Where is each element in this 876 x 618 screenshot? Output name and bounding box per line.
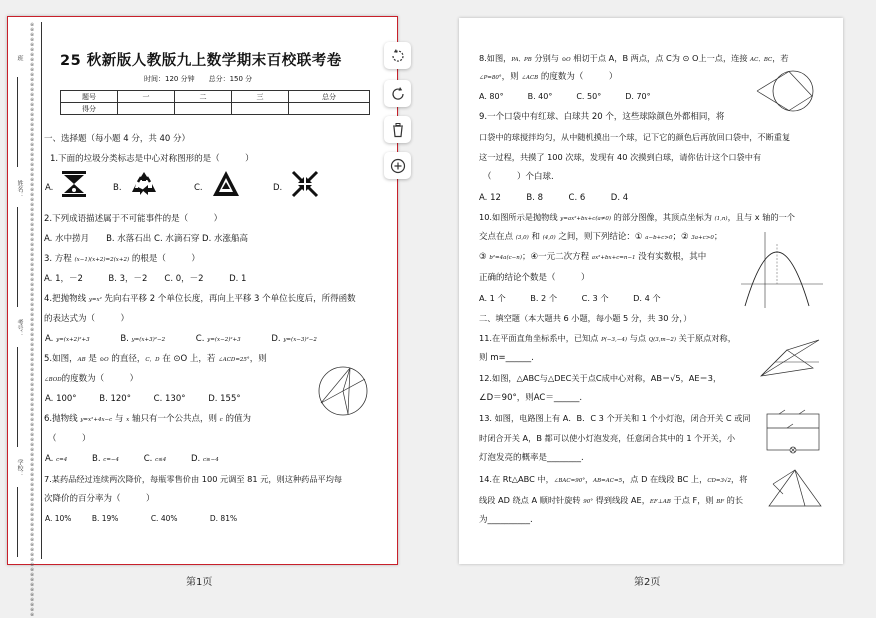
question-3: 3. 方程 (x−1)(x+2)=2(x+2) 的根是（ ） (44, 254, 200, 264)
q8-angle: ∠P=80° (479, 75, 502, 81)
q7-option-a: A. 10% (45, 514, 72, 523)
q6-option-d-label: D. (190, 454, 201, 464)
score-cell: 总分 (289, 91, 370, 103)
q2-options[interactable]: A. 水中捞月 B. 水落石出 C. 水滴石穿 D. 水涨船高 (44, 234, 248, 244)
q11-point-p: P(−3,−4) (601, 337, 628, 343)
score-cell[interactable] (289, 103, 370, 115)
question-7-cont: 次降价的百分率为（ ） (44, 494, 155, 504)
rotate-left-button[interactable] (384, 42, 411, 69)
question-4: 4.把抛物线 y=x² 先向右平移 2 个单位长度，再向上平移 3 个单位长度后，所得函数 (44, 294, 356, 304)
q7-option-d: D. 81% (209, 514, 238, 523)
rotate-right-button[interactable] (384, 80, 411, 107)
question-4-cont: 的表达式为（ ） (44, 314, 130, 324)
q14-ef: EF⊥AB (649, 499, 671, 505)
score-cell: 得分 (61, 103, 118, 115)
question-13-cont: 灯泡发亮的概率是________. (479, 453, 584, 463)
question-8: 8.如图，PA、PB 分别与 ⊙O 相切于点 A，B 两点，点 C为 ⊙ O上一点，连接 AC、BC，若 (479, 53, 789, 63)
q6-options[interactable] (45, 453, 219, 466)
q7-options[interactable] (45, 513, 237, 525)
q5-options[interactable] (45, 393, 241, 405)
converging-arrows-icon (291, 170, 319, 198)
question-10: 10.如图所示是抛物线 y=ax²+bx+c(a≠0) 的部分图像，其顶点坐标为 (1,n)，且与 x 轴的一个 (479, 212, 795, 222)
q6-option-d: c≥−4 (202, 457, 219, 463)
q4-option-c: y=(x−2)²+3 (207, 337, 241, 343)
q6-c: c (219, 417, 223, 423)
question-14: 14.在 Rt△ABC 中，∠BAC=90°，AB=AC=5，点 D 在线段 BC 上，CD=3√2，将 (479, 474, 748, 484)
q5-ab: AB (77, 357, 86, 363)
add-button[interactable] (384, 152, 411, 179)
page-2-label: 第2页 (634, 577, 661, 588)
rotate-right-icon (390, 86, 406, 102)
q5-bod: ∠BOD (44, 377, 62, 383)
q5-option-b: B. 120° (99, 394, 131, 404)
binding-number-label: 考号： (16, 319, 23, 337)
question-7: 7.某药品经过连续两次降价，每瓶零售价由 100 元调至 81 元，则这种药品平均每 (44, 474, 343, 484)
q14-rotation: 90° (583, 499, 593, 505)
page-1-label: 第1页 (186, 577, 213, 588)
q4-option-d: y=(x−3)²−2 (283, 337, 317, 343)
binding-name-label: 姓名： (16, 180, 23, 198)
q6-option-b-label: B. (91, 454, 101, 464)
question-9: 9.一个口袋中有红球、白球共 20 个，这些球除颜色外都相同，将 (479, 112, 725, 122)
recycle-icon (130, 170, 158, 198)
q10-conclusion-3: b²=4a(c−n) (489, 255, 522, 261)
time-info: 时间：120 分钟 总分：150 分 (144, 75, 253, 83)
q5-option-c: C. 130° (153, 394, 186, 404)
q5-circle: ⊙O (99, 357, 109, 363)
question-9-cont: （ ）个白球. (483, 172, 554, 182)
q6-option-a-label: A. (45, 454, 54, 464)
score-cell[interactable] (175, 103, 232, 115)
q4-option-d-label: D. (271, 334, 281, 344)
q10-conclusion-4: ax²+bx+c=n−1 (591, 255, 636, 261)
circuit-figure-q13 (761, 408, 825, 456)
plus-circle-icon (390, 158, 406, 174)
q8-options[interactable]: A. 80° B. 40° C. 50° D. 70° (479, 92, 651, 101)
q9-options[interactable]: A. 12 B. 8 C. 6 D. 4 (479, 193, 629, 203)
question-6: 6.抛物线 y=x²+4x−c 与 x 轴只有一个公共点，则 c 的值为 (44, 414, 251, 424)
q6-option-a: c=4 (56, 457, 68, 463)
binding-school-label: 学校： (16, 459, 23, 477)
q10-point-1: (3,0) (515, 235, 529, 241)
question-1: 1.下面的垃圾分类标志是中心对称图形的是（ ） (50, 154, 254, 164)
question-10-cont: 正确的结论个数是（ ） (479, 273, 590, 283)
triangle-arrows-icon (212, 170, 240, 198)
q1-option-d[interactable]: D. (273, 183, 283, 193)
binding-line (41, 22, 42, 559)
q1-option-b[interactable]: B. (113, 183, 122, 193)
section-2-heading: 二、填空题（本大题共 6 小题，每小题 5 分，共 30 分，） (479, 313, 692, 323)
hourglass-trash-icon (60, 170, 88, 198)
q6-function: y=x²+4x−c (80, 417, 113, 423)
score-cell: 一 (118, 91, 175, 103)
q8-acb: ∠ACB (521, 75, 539, 81)
score-cell[interactable] (232, 103, 289, 115)
question-5-cont: ∠BOD的度数为（ ） (44, 374, 139, 384)
question-10-cont: ③ b²=4a(c−n)；④一元二次方程 ax²+bx+c=n−1 没有实数根，其中 (479, 252, 707, 262)
binding-margin (8, 17, 44, 618)
q10-function: y=ax²+bx+c(a≠0) (560, 216, 612, 222)
q7-option-c: C. 40% (150, 514, 178, 523)
q10-point-2: (4,0) (542, 235, 556, 241)
q8-circle: ⊙O (561, 57, 571, 63)
q6-option-c: c≤4 (155, 457, 167, 463)
question-14-cont: 为__________. (479, 515, 533, 525)
q1-option-a[interactable]: A. (45, 183, 54, 193)
score-cell: 二 (175, 91, 232, 103)
binding-underline (17, 77, 18, 167)
question-10-cont: 交点在点 (3,0) 和 (4,0) 之间，则下列结论：① a−b+c>0；② 3a+c>0； (479, 232, 723, 242)
score-cell: 题号 (61, 91, 118, 103)
q4-option-c-label: C. (195, 334, 205, 344)
q8-tangents: PA、PB (511, 57, 532, 63)
q10-vertex: (1,n) (714, 216, 728, 222)
parabola-graph-q10 (737, 228, 825, 312)
rotate-left-icon (390, 48, 406, 64)
question-12-cont: ∠D＝90°，则AC＝______. (479, 393, 583, 403)
question-2: 2.下列成语描述属于不可能事件的是（ ） (44, 214, 223, 224)
page-2[interactable] (459, 18, 843, 564)
q14-ab: AB=AC=5 (593, 478, 623, 484)
q6-option-b: c=−4 (103, 457, 120, 463)
question-6-cont: （ ） (48, 434, 91, 444)
q4-option-a: y=(x+2)²+3 (56, 337, 90, 343)
q6-x-axis: x (126, 417, 130, 423)
binding-class-label: 班 (16, 55, 23, 61)
section-1-heading: 一、选择题（每小题 4 分，共 40 分） (44, 134, 191, 144)
trash-icon (390, 122, 406, 138)
question-11: 11.在平面直角坐标系中，已知点 P(−3,−4) 与点 Q(3,m−2) 关于原点对称， (479, 333, 736, 343)
q14-angle: ∠BAC=90° (553, 478, 585, 484)
q5-option-d: D. 155° (208, 394, 241, 404)
q8-chords: AC、BC (750, 57, 773, 63)
q7-option-b: B. 19% (91, 514, 119, 523)
q3-equation: (x−1)(x+2)=2(x+2) (74, 257, 130, 263)
q14-bf: BF (716, 499, 725, 505)
q14-cd: CD=3√2 (707, 478, 732, 484)
score-cell: 三 (232, 91, 289, 103)
binding-underline (17, 347, 18, 447)
q6-option-c-label: C. (143, 454, 153, 464)
question-5: 5.如图，AB 是 ⊙O 的直径，C，D 在 ⊙O 上，若 ∠ACD=25°，则 (44, 354, 267, 364)
page-title: 25 秋新版人教版九上数学期末百校联考卷 (60, 53, 342, 69)
question-13: 13. 如图，电路图上有 A．B．C 3 个开关和 1 个小灯泡，闭合开关 C 或同 (479, 413, 751, 423)
q5-angle: ∠ACD=25° (218, 357, 250, 363)
q4-option-b: y=(x+3)²−2 (131, 337, 166, 343)
q3-options[interactable]: A. 1，－2 B. 3，－2 C. 0，－2 D. 1 (44, 274, 247, 284)
tangent-figure-q8 (753, 66, 819, 116)
q10-options[interactable]: A. 1 个 B. 2 个 C. 3 个 D. 4 个 (479, 293, 661, 303)
q4-options[interactable] (45, 333, 317, 346)
q10-conclusion-2: 3a+c>0 (691, 235, 714, 241)
q5-cd: C，D (145, 357, 160, 363)
binding-underline (17, 207, 18, 307)
question-13-cont: 时闭合开关 A，B 都可以使小灯泡发亮，任意闭合其中的 1 个开关，小 (479, 433, 736, 443)
delete-button[interactable] (384, 116, 411, 143)
triangle-figure-q14 (765, 466, 825, 514)
q4-option-b-label: B. (120, 334, 129, 344)
q1-option-c[interactable]: C. (194, 183, 203, 193)
binding-underline (17, 487, 18, 557)
score-cell[interactable] (118, 103, 175, 115)
triangle-figure-q12 (757, 336, 823, 380)
question-9-cont: 这一过程，共摸了 100 次球，发现有 40 次摸到白球，请你估计这个口袋中有 (479, 152, 762, 162)
question-9-cont: 口袋中的球搅拌均匀，从中随机摸出一个球，记下它的颜色后再放回口袋中，不断重复 (479, 132, 791, 142)
q5-option-a: A. 100° (45, 394, 77, 404)
question-11-cont: 则 m=______. (479, 353, 534, 363)
question-8-cont: ∠P=80°，则 ∠ACB 的度数为（ ） (479, 72, 618, 82)
circle-figure-q5 (308, 363, 378, 419)
question-12: 12.如图，△ABC与△DEC关于点C成中心对称，AB＝√5，AE＝3， (479, 373, 722, 383)
q10-conclusion-1: a−b+c>0 (645, 235, 673, 241)
q4-option-a-label: A. (45, 334, 54, 344)
binding-dots: ※※※※※※※※※※※※※※※※※※※※※※※※※※※※※※※※※※※※※※※※※※※※※※※※※※※※※※※※※※※※※※※※※※※※※※※※※※※※※※※※※※※※※※※※※※※※※※※※※※※※※※※※※※※※※※※※※※※※※※※ (30, 22, 35, 618)
score-table (60, 90, 370, 115)
q11-point-q: Q(3,m−2) (648, 337, 676, 343)
q4-function: y=x² (88, 297, 102, 303)
question-14-cont: 线段 AD 绕点 A 顺时针旋转 90° 得到线段 AE，EF⊥AB 于点 F，则 BF 的长 (479, 495, 744, 505)
